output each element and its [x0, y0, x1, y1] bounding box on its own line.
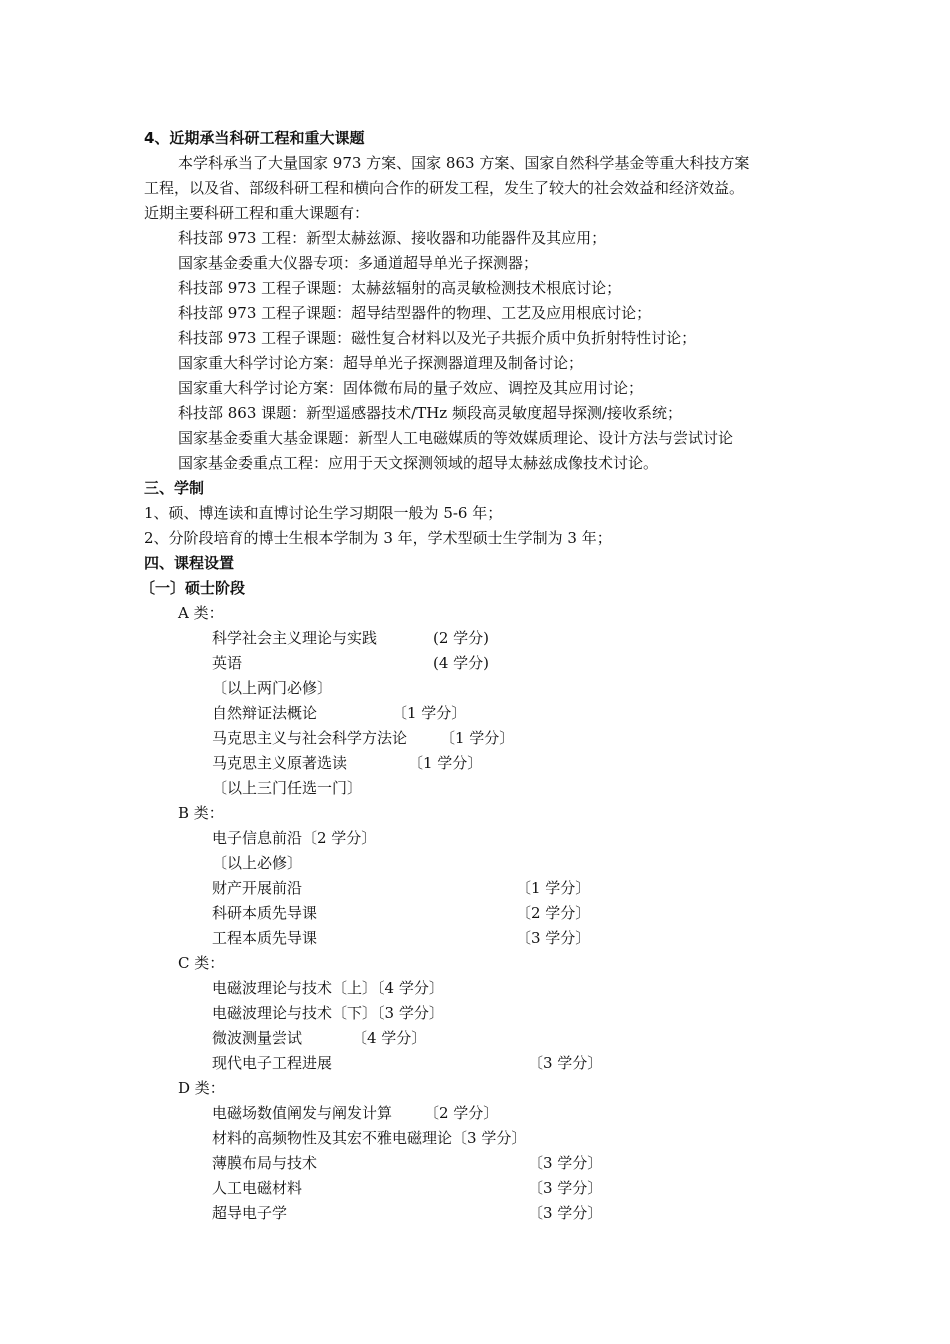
- course-note: 〔以上两门必修〕: [212, 679, 333, 697]
- course-name: 材料的高频物性及其宏不雅电磁理论〔3 学分〕: [212, 1129, 527, 1147]
- course-name: 科研本质先导课: [212, 904, 318, 922]
- category-label: B 类：: [178, 804, 224, 822]
- paragraph-line: 近期主要科研工程和重大课题有：: [144, 204, 370, 222]
- category-label: C 类：: [178, 954, 225, 972]
- course-name: 电子信息前沿〔2 学分〕: [212, 829, 377, 847]
- section-heading: 四、课程设置: [144, 554, 235, 572]
- course-name: 现代电子工程进展: [212, 1054, 333, 1072]
- paragraph-line: 本学科承当了大量国家 973 方案、国家 863 方案、国家自然科学基金等重大科技方案: [178, 154, 750, 172]
- course-credit: (4 学分): [433, 654, 490, 672]
- course-credit: 〔4 学分〕: [352, 1029, 427, 1047]
- course-note: 〔以上必修〕: [212, 854, 303, 872]
- course-name: 英语: [212, 654, 243, 672]
- paragraph-line: 工程，以及省、部级科研工程和横向合作的研发工程，发生了较大的社会效益和经济效益。: [144, 179, 745, 197]
- project-item: 国家基金委重大仪器专项：多通道超导单光子探测器；: [178, 254, 539, 272]
- course-credit: 〔3 学分〕: [516, 929, 591, 947]
- course-credit: 〔2 学分〕: [516, 904, 591, 922]
- project-item: 国家基金委重点工程：应用于天文探测领域的超导太赫兹成像技术讨论。: [178, 454, 659, 472]
- course-credit: 〔1 学分〕: [392, 704, 467, 722]
- course-name: 马克思主义原著选读: [212, 754, 348, 772]
- course-credit: 〔2 学分〕: [424, 1104, 499, 1122]
- category-label: A 类：: [178, 604, 224, 622]
- course-name: 超导电子学: [212, 1204, 288, 1222]
- course-name: 自然辩证法概论: [212, 704, 318, 722]
- course-name: 电磁波理论与技术〔上〕〔4 学分〕: [212, 979, 444, 997]
- course-name: 人工电磁材料: [212, 1179, 303, 1197]
- project-item: 国家重大科学讨论方案：固体微布局的量子效应、调控及其应用讨论；: [178, 379, 644, 397]
- project-item: 国家重大科学讨论方案：超导单光子探测器道理及制备讨论；: [178, 354, 584, 372]
- course-credit: 〔3 学分〕: [528, 1054, 603, 1072]
- section-heading: 三、学制: [144, 479, 205, 497]
- list-item: 2、分阶段培育的博士生根本学制为 3 年，学术型硕士生学制为 3 年；: [144, 529, 612, 547]
- course-note: 〔以上三门任选一门〕: [212, 779, 363, 797]
- course-credit: 〔3 学分〕: [528, 1204, 603, 1222]
- course-credit: 〔1 学分〕: [516, 879, 591, 897]
- course-credit: 〔3 学分〕: [528, 1154, 603, 1172]
- category-label: D 类：: [178, 1079, 225, 1097]
- subsection-heading: 〔一〕硕士阶段: [140, 579, 246, 597]
- project-item: 科技部 973 工程子课题：磁性复合材料以及光子共振介质中负折射特性讨论；: [178, 329, 697, 347]
- course-credit: (2 学分): [433, 629, 490, 647]
- course-name: 电磁场数值阐发与阐发计算: [212, 1104, 393, 1122]
- project-item: 科技部 973 工程子课题：太赫兹辐射的高灵敏检测技术根底讨论；: [178, 279, 622, 297]
- section-heading: 4、近期承当科研工程和重大课题: [144, 129, 365, 147]
- course-name: 财产开展前沿: [212, 879, 303, 897]
- course-credit: 〔3 学分〕: [528, 1179, 603, 1197]
- course-name: 工程本质先导课: [212, 929, 318, 947]
- course-name: 薄膜布局与技术: [212, 1154, 318, 1172]
- project-item: 科技部 973 工程子课题：超导结型器件的物理、工艺及应用根底讨论；: [178, 304, 652, 322]
- project-item: 国家基金委重大基金课题：新型人工电磁媒质的等效媒质理论、设计方法与尝试讨论: [178, 429, 734, 447]
- course-credit: 〔1 学分〕: [440, 729, 515, 747]
- list-item: 1、硕、博连读和直博讨论生学习期限一般为 5-6 年；: [144, 504, 503, 522]
- course-name: 微波测量尝试: [212, 1029, 303, 1047]
- project-item: 科技部 863 课题：新型遥感器技术/THz 频段高灵敏度超导探测/接收系统；: [178, 404, 683, 422]
- course-name: 电磁波理论与技术〔下〕〔3 学分〕: [212, 1004, 444, 1022]
- course-name: 科学社会主义理论与实践: [212, 629, 378, 647]
- course-name: 马克思主义与社会科学方法论: [212, 729, 408, 747]
- course-credit: 〔1 学分〕: [408, 754, 483, 772]
- project-item: 科技部 973 工程：新型太赫兹源、接收器和功能器件及其应用；: [178, 229, 607, 247]
